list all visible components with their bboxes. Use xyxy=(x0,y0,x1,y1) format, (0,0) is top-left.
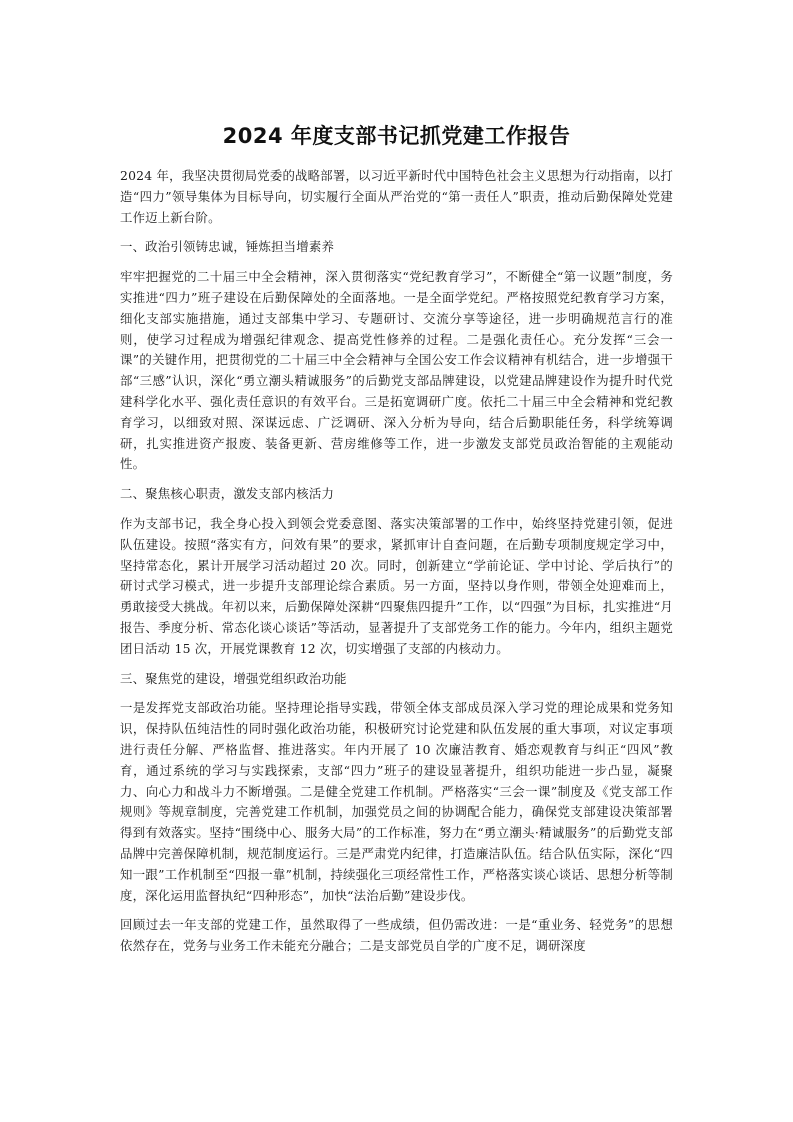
document-title: 2024 年度支部书记抓党建工作报告 xyxy=(222,124,571,148)
section-3-heading: 三、聚焦党的建设，增强党组织政治功能 xyxy=(120,670,347,686)
section-1-heading: 一、政治引领铸忠诚，锤炼担当增素养 xyxy=(120,239,335,255)
intro-paragraph: 2024 年，我坚决贯彻局党委的战略部署，以习近平新时代中国特色社会主义思想为行动指南，以打造“四力”领导集体为目标导向，切实履行全面从严治党的“第一责任人”职责，推动后勤保障处党建工作迈上新台阶。 xyxy=(120,168,673,225)
section-3-body: 一是发挥党支部政治功能。坚持理论指导实践，带领全体支部成员深入学习党的理论成果和党务知识，保持队伍纯洁性的同时强化政治功能，积极研究讨论党建和队伍发展的重大事项，对议定事项进行责任分解、严格监督、推进落实。年内开展了 10 次廉洁教育、婚恋观教育与纠正“四风”教育，通过系统的学习与实践探索，支部“四力”班子的建设显著提升，组织功能进一步凸显，凝聚力、向心力和战斗力不断增强。二是健全党建工作机制。严格落实“三会一课”制度及《党支部工作规则》等规章制度，完善党建工作机制，加强党员之间的协调配合能力，确保党支部建设决策部署得到有效落实。坚持“围绕中心、服务大局”的工作标准，努力在“勇立潮头·精诚服务”的后勤党支部品牌中完善保障机制，规范制度运行。三是严肃党内纪律，打造廉洁队伍。结合队伍实际，深化“四知一跟”工作机制至“四报一靠”机制，持续强化三项经常性工作，严格落实谈心谈话、思想分析等制度，深化运用监督执纪“四种形态”，加快“法治后勤”建设步伐。 xyxy=(120,700,673,903)
section-2-heading: 二、聚焦核心职责，激发支部内核活力 xyxy=(120,486,335,502)
section-2-body: 作为支部书记，我全身心投入到领会党委意图、落实决策部署的工作中，始终坚持党建引领，促进队伍建设。按照“落实有方，问效有果”的要求，紧抓审计自查问题，在后勤专项制度规定学习中，坚持常态化，累计开展学习活动超过 20 次。同时，创新建立“学前论证、学中讨论、学后执行”的研讨式学习模式，进一步提升支部理论综合素质。另一方面，坚持以身作则，带领全处迎难而上，勇敢接受大挑战。年初以来，后勤保障处深耕“四聚焦四提升”工作，以“四强”为目标，扎实推进“月报告、季度分析、常态化谈心谈话”等活动，显著提升了支部党务工作的能力。今年内，组织主题党团日活动 15 次，开展党课教育 12 次，切实增强了支部的内核动力。 xyxy=(120,515,673,656)
closing-paragraph: 回顾过去一年支部的党建工作，虽然取得了一些成绩，但仍需改进：一是“重业务、轻党务”的思想依然存在，党务与业务工作未能充分融合；二是支部党员自学的广度不足，调研深度 xyxy=(120,917,673,954)
section-1-body: 牢牢把握党的二十届三中全会精神，深入贯彻落实“党纪教育学习”，不断健全“第一议题”制度，务实推进“四力”班子建设在后勤保障处的全面落地。一是全面学党纪。严格按照党纪教育学习方案，细化支部实施措施，通过支部集中学习、专题研讨、交流分享等途径，进一步明确规范言行的准则，使学习过程成为增强纪律观念、提高党性修养的过程。二是强化责任心。充分发挥“三会一课”的关键作用，把贯彻党的二十届三中全会精神与全国公安工作会议精神有机结合，进一步增强干部“三感”认识，深化“勇立潮头精诚服务”的后勤党支部品牌建设，以党建品牌建设作为提升时代党建科学化水平、强化责任意识的有效平台。三是拓宽调研广度。依托二十届三中全会精神和党纪教育学习，以细致对照、深谋远虑、广泛调研、深入分析为导向，结合后勤职能任务，科学统筹调研，扎实推进资产报废、装备更新、营房维修等工作，进一步激发支部党员政治智能的主观能动性。 xyxy=(120,269,673,472)
document-body xyxy=(120,166,673,966)
